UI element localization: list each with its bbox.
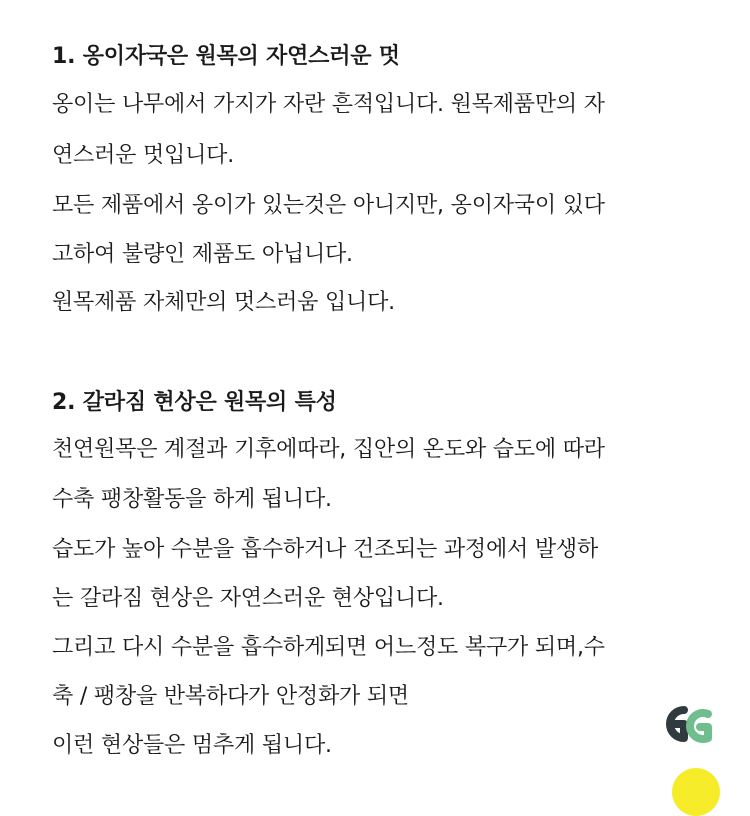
floating-action-button[interactable] (672, 768, 720, 816)
section-1-line: 고하여 불량인 제품도 아닙니다. (52, 242, 353, 267)
section-1-line: 모든 제품에서 옹이가 있는것은 아니지만, 옹이자국이 있다 (52, 193, 605, 218)
section-2-line: 는 갈라짐 현상은 자연스러운 현상입니다. (52, 586, 444, 611)
section-2-heading: 2. 갈라짐 현상은 원목의 특성 (52, 390, 337, 415)
section-2-line: 이런 현상들은 멈추게 됩니다. (52, 733, 332, 758)
section-1-line: 옹이는 나무에서 가지가 자란 흔적입니다. 원목제품만의 자 (52, 92, 605, 117)
section-2-line: 습도가 높아 수분을 흡수하거나 건조되는 과정에서 발생하 (52, 537, 599, 562)
section-1-line: 원목제품 자체만의 멋스러움 입니다. (52, 290, 395, 315)
section-2-line: 천연원목은 계절과 기후에따라, 집안의 온도와 습도에 따라 (52, 437, 605, 462)
section-1-heading: 1. 옹이자국은 원목의 자연스러운 멋 (52, 44, 400, 69)
section-2-line: 그리고 다시 수분을 흡수하게되면 어느정도 복구가 되며,수 (52, 635, 605, 660)
section-2-line: 축 / 팽창을 반복하다가 안정화가 되면 (52, 684, 409, 709)
logo-icon (658, 700, 714, 750)
section-2-line: 수축 팽창활동을 하게 됩니다. (52, 487, 332, 512)
section-1-line: 연스러운 멋입니다. (52, 143, 235, 168)
